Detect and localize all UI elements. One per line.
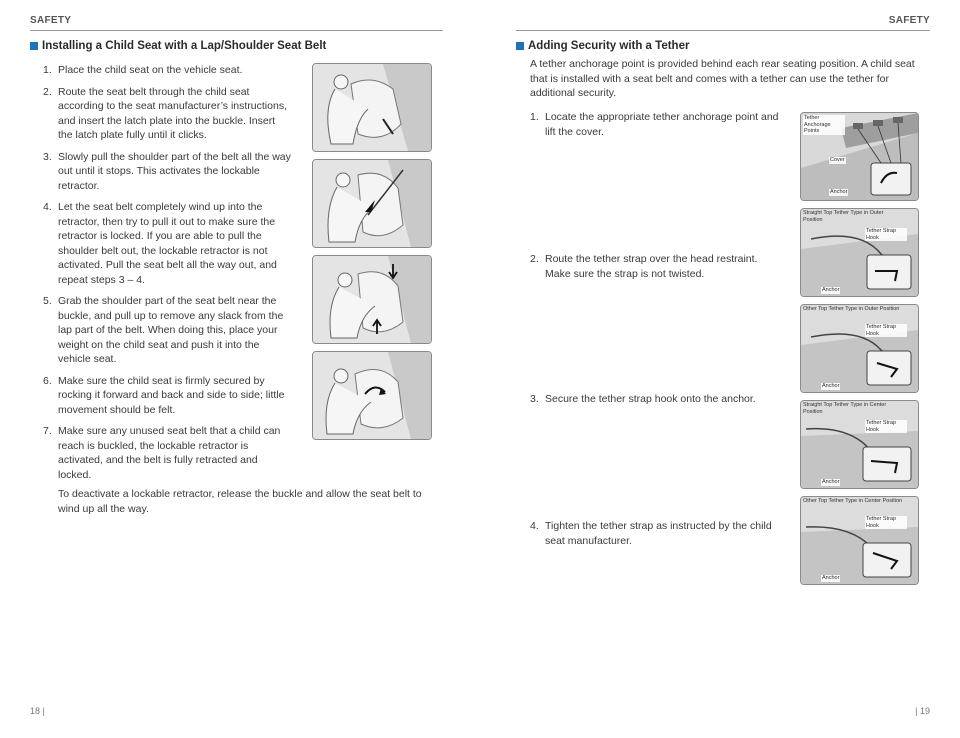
step-item: 5. Grab the shoulder part of the seat belt near the buckle, and pull up to remove any slack from the lap part of the belt. When doing this, place your weight on the child seat and push it into the vehicle seat. [43,295,284,365]
step-item: 6. Make sure the child seat is firmly secured by rocking it forward and back and side to side; little movement should be felt. [43,374,285,416]
section-title [516,40,689,52]
step-item: 2. Route the seat belt through the child seat according to the seat manufacturer’s instructions, and insert the latch plate into the buckle. Insert the latch plate fully until it clicks. [43,85,287,141]
section-title-text: Installing a Child Seat with a Lap/Shoulder Seat Belt [42,40,327,52]
figure-straight-top-tether-center [800,400,919,489]
step-item: 7. Make sure any unused seat belt that a child can reach is buckled, the lockable retractor is activated, and the belt is fully retracted and locked. [43,425,281,481]
page-number: | 19 [915,706,930,716]
figure-tether-anchorage-points [800,112,919,201]
page-number: 18 | [30,706,45,716]
illustration-place-seat [312,63,432,152]
illustration-route-belt [312,159,432,248]
label-anchor: Anchor [822,575,840,581]
label-anchor: Anchor [822,479,840,485]
label-anchor: Anchor [822,383,840,389]
label-cover: Cover [830,157,845,163]
illustration-secure-check [312,351,432,440]
header-rule [30,30,443,31]
section-marker-icon [30,42,38,50]
figure-other-top-tether-outer [800,304,919,393]
section-title-text: Adding Security with a Tether [528,40,690,52]
figure-title: Other Top Tether Type in Outer Position [803,306,900,312]
figure-title: Straight Top Tether Type in Center Position [803,402,887,415]
label-tether-strap-hook: Tether Strap Hook [865,420,907,433]
installation-steps [43,63,291,489]
figure-title: Straight Top Tether Type in Outer Position [803,210,884,223]
running-head: SAFETY [30,15,72,26]
step-item: 2. Route the tether strap over the head restraint. Make sure the strap is not twisted. [530,253,758,280]
header-rule [516,30,930,31]
running-head: SAFETY [888,15,930,26]
deactivate-note: To deactivate a lockable retractor, release the buckle and allow the seat belt to wind up all the way. [58,488,422,515]
section-marker-icon [516,42,524,50]
label-tether-strap-hook: Tether Strap Hook [865,516,907,529]
label-anchor: Anchor [830,189,848,195]
label-tether-strap-hook: Tether Strap Hook [865,324,907,337]
step-item: 1. Locate the appropriate tether anchorage point and lift the cover. [530,111,779,138]
label-anchor: Anchor [822,287,840,293]
step-item: 3. Slowly pull the shoulder part of the belt all the way out until it stops. This activates the lockable retractor. [43,150,291,192]
figure-other-top-tether-center [800,496,919,585]
figure-title: Other Top Tether Type in Center Position [803,498,903,504]
label-tether-strap-hook: Tether Strap Hook [865,228,907,241]
tether-intro: A tether anchorage point is provided behind each rear seating position. A child seat that is installed with a seat belt and comes with a tether can use the tether for additional security. [530,58,915,99]
section-title [30,40,326,52]
step-item: 4. Tighten the tether strap as instructed by the child seat manufacturer. [530,520,772,547]
step-item: 4. Let the seat belt completely wind up into the retractor, then try to pull it out to make sure the retractor is locked. If you are able to pull the shoulder belt out, the lockable retractor is not activated. Pull the seat belt all the way out, and repeat steps 3 – 4. [43,201,277,286]
label-tether-anchorage-points: Tether Anchorage Points [803,115,845,135]
step-item: 1. Place the child seat on the vehicle seat. [43,64,243,76]
illustration-lock-retractor [312,255,432,344]
figure-straight-top-tether-outer [800,208,919,297]
step-item: 3. Secure the tether strap hook onto the anchor. [530,393,756,405]
